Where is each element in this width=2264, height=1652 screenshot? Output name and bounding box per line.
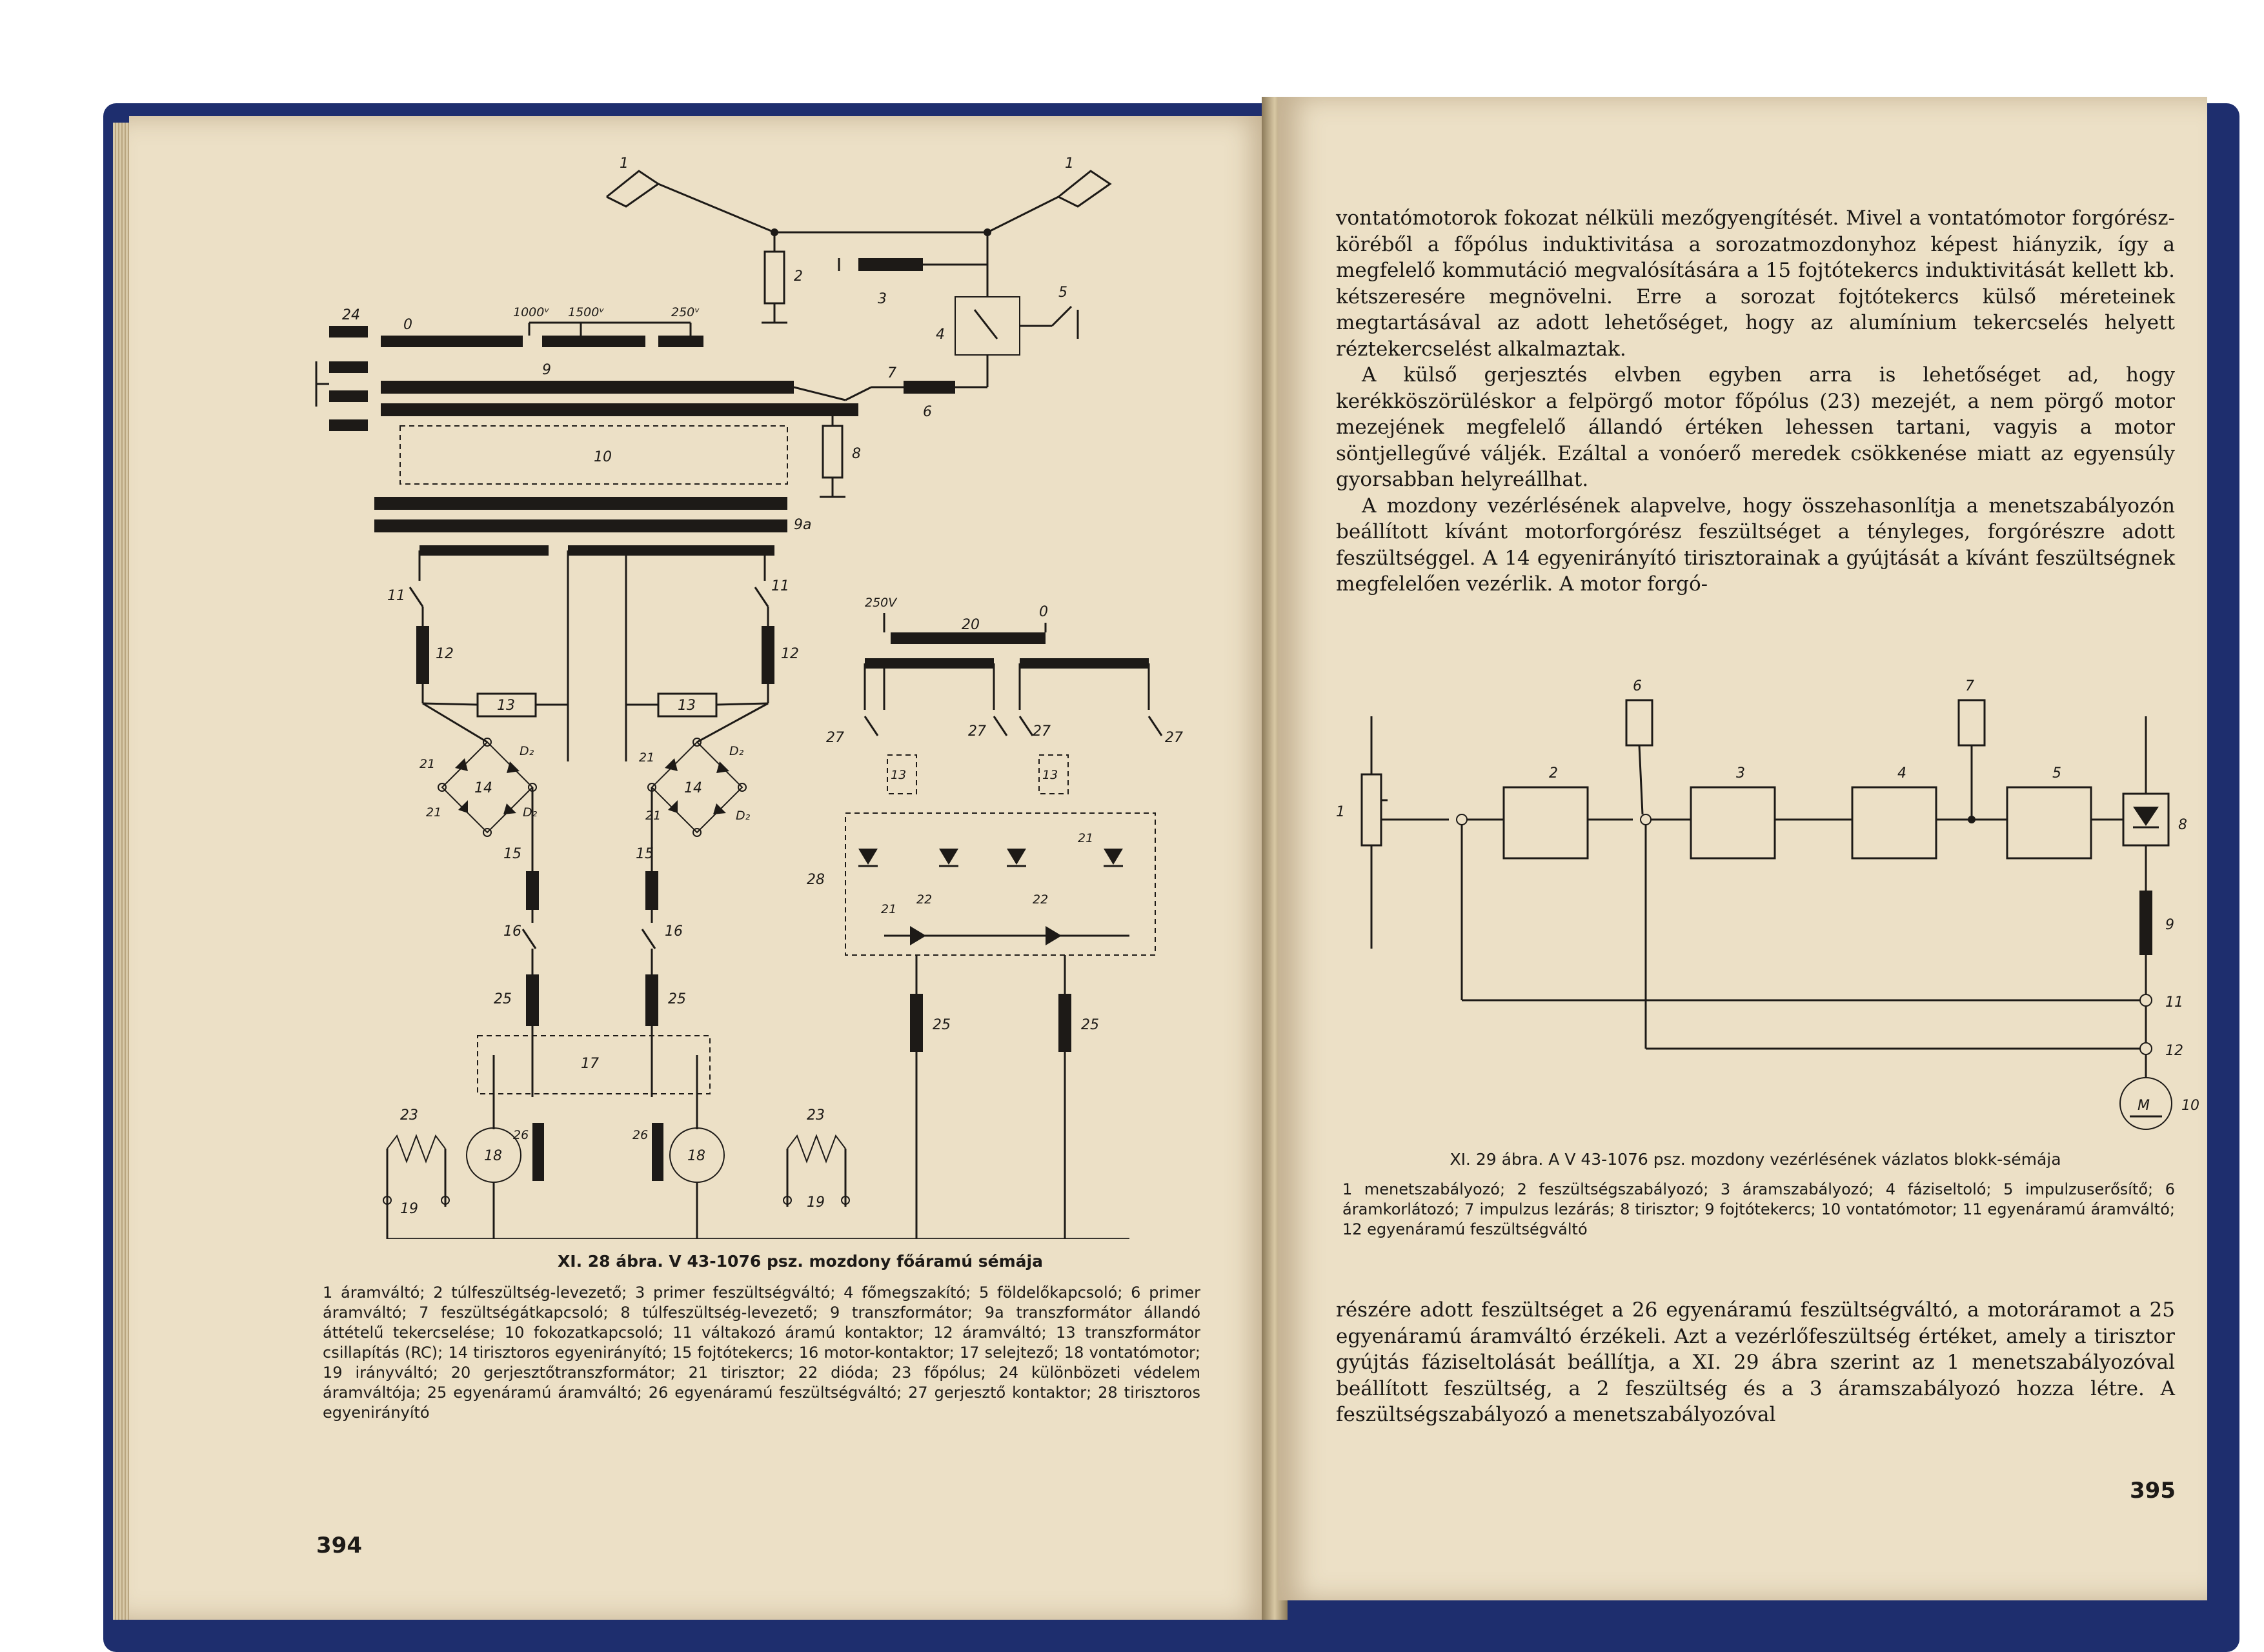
excitation-rectifier-28 [845, 813, 1155, 955]
label-4: 4 [936, 327, 945, 343]
paragraph-2: A külső gerjesztés elvben egyben arra is lehetőséget ad, hogy kerékköszörüléskor a felpörgő motor főpólus (23) mezejét, a nem pörgő motor mezejének megfelelő állandó értéken lehessen tartani, vagyis a motor söntjellegűvé váljék. Ezáltal a vonóerő meredek csökkenése miatt az egyensúly gyorsabban helyreállhat. [1336, 363, 2175, 491]
pantograph-right [987, 171, 1110, 232]
main-circuit-diagram [129, 116, 1271, 1239]
label-5: 5 [1058, 285, 1067, 301]
control-block-diagram [1278, 97, 2207, 1194]
label-18-right: 18 [687, 1148, 705, 1164]
label-20: 20 [962, 617, 980, 633]
body-text-bottom [1336, 1297, 2175, 1428]
block-2-voltage-controller [1504, 787, 1588, 858]
label-b11: 11 [2165, 994, 2183, 1011]
label-13-right: 13 [678, 698, 696, 714]
label-1500v: 1500ᵛ [568, 305, 605, 319]
label-b7: 7 [1965, 678, 1974, 694]
label-23-left: 23 [400, 1107, 418, 1123]
label-250v: 250ᵛ [671, 305, 700, 319]
label-21-right-b: 21 [645, 809, 662, 823]
label-15-right: 15 [636, 846, 654, 862]
block-5-pulse-amplifier [2007, 787, 2091, 858]
block-4-phase-shifter [1852, 787, 1936, 858]
label-8: 8 [852, 446, 861, 462]
label-b2: 2 [1549, 765, 1558, 781]
label-28: 28 [807, 872, 825, 888]
label-b3: 3 [1736, 765, 1745, 781]
label-27-c: 27 [1033, 723, 1051, 740]
label-10: 10 [594, 449, 612, 465]
figure-29-title: XI. 29 ábra. A V 43-1076 psz. mozdony vezérlésének vázlatos blokk-sémája [1450, 1150, 2061, 1169]
label-19-right: 19 [807, 1194, 825, 1211]
figure-28-title: XI. 28 ábra. V 43-1076 psz. mozdony főáramú sémája [558, 1252, 1043, 1271]
right-page [1278, 97, 2207, 1600]
label-26-right: 26 [632, 1128, 649, 1142]
label-27-d: 27 [1165, 730, 1183, 746]
label-1-left: 1 [620, 156, 629, 172]
figure-29-legend: 1 menetszabályozó; 2 feszültségszabályozó; 3 áramszabályozó; 4 fáziseltoló; 5 impulzuserősítő; 6 áramkorlátozó; 7 impulzus lezárás; 8 tirisztor; 9 fojtótekercs; 10 vontatómotor; 11 egyenáramú áramváltó; 12 egyenáramú feszültségváltó [1342, 1180, 2175, 1238]
label-d2-right-b: D₂ [736, 809, 751, 823]
pantograph-left [607, 171, 774, 232]
label-6: 6 [923, 404, 932, 420]
label-13-d: 13 [1042, 768, 1058, 782]
label-22-b: 22 [1033, 892, 1049, 907]
label-b8: 8 [2178, 817, 2187, 833]
label-21-left-b: 21 [426, 805, 442, 820]
label-25-b: 25 [668, 991, 686, 1007]
label-d2-right-a: D₂ [729, 744, 744, 758]
label-21-left-a: 21 [419, 757, 436, 771]
label-19-left: 19 [400, 1201, 418, 1217]
label-13-left: 13 [497, 698, 515, 714]
label-17: 17 [581, 1056, 599, 1072]
label-11-right: 11 [771, 578, 789, 594]
label-22-a: 22 [916, 892, 933, 907]
label-11-left: 11 [387, 588, 405, 604]
label-15-left: 15 [503, 846, 521, 862]
label-12-right: 12 [781, 646, 799, 662]
label-26-left: 26 [513, 1128, 529, 1142]
surge-arrester-8 [823, 426, 842, 478]
label-0-b: 0 [1039, 604, 1048, 620]
label-9: 9 [542, 362, 551, 378]
paragraph-3: A mozdony vezérlésének alapvelve, hogy összehasonlítja a menetszabályozón beállított kívánt motorforgórész feszültséget a tényleges, forgórészre adott feszültséggel. A 14 egyenirányító tirisztorainak a gyújtását a kívánt feszültségnek megfelelően vezérlik. A motor forgó- [1336, 494, 2175, 596]
label-b12: 12 [2165, 1043, 2183, 1059]
left-page [129, 116, 1271, 1620]
label-b6: 6 [1633, 678, 1642, 694]
label-14-right: 14 [684, 780, 702, 796]
label-21-d: 21 [1078, 831, 1094, 845]
label-bm: M [2138, 1098, 2150, 1114]
label-24: 24 [342, 307, 360, 323]
label-b1: 1 [1336, 804, 1345, 820]
label-b4: 4 [1897, 765, 1906, 781]
block-3-current-controller [1691, 787, 1775, 858]
label-b9: 9 [2165, 917, 2174, 933]
label-23-right: 23 [807, 1107, 825, 1123]
label-9a: 9a [794, 517, 812, 533]
figure-28-legend: 1 áramváltó; 2 túlfeszültség-levezető; 3 primer feszültségváltó; 4 főmegszakító; 5 földelőkapcsoló; 6 primer áramváltó; 7 feszültségátkapcsoló; 8 túlfeszültség-levezető; 9 transzformátor; 9a transzformátor állandó áttételű tekercselése; 10 fokozatkapcsoló; 11 váltakozó áramú kontaktor; 12 áramváltó; 13 transzformátor csillapítás (RC); 14 tirisztoros egyenirányító; 15 fojtótekercs; 16 motor-kontaktor; 17 selejtező; 18 vontatómotor; 19 irányváltó; 20 gerjesztőtranszformátor; 21 tirisztor; 22 dióda; 23 főpólus; 24 különbözeti védelem áramváltója; 25 egyenáramú áramváltó; 26 egyenáramú feszültségváltó; 27 gerjesztő kontaktor; 28 tirisztoros egyenirányító [323, 1284, 1200, 1422]
label-14-left: 14 [474, 780, 492, 796]
label-d2-left-a: D₂ [520, 744, 534, 758]
label-b10: 10 [2181, 1098, 2199, 1114]
paragraph-1: vontatómotorok fokozat nélküli mezőgyengítését. Mivel a vontatómotor forgórész-köréből a főpólus induktivitása a sorozatmozdonyhoz képest hiányzik, így a megfelelő kommutáció megvalósítására a 15 fojtótekercs induktivitását kellett kb. kétszeresére megnövelni. Erre a sorozat fojtótekercs külső méreteinek megtartásával az adott lehetőséget, hogy az alumínium tekercselés helyett réztekercselést alkalmaztak. [1336, 206, 2175, 361]
label-1000v: 1000ᵛ [513, 305, 550, 319]
label-25-c: 25 [933, 1017, 951, 1033]
label-1-right: 1 [1065, 156, 1074, 172]
label-13-c: 13 [891, 768, 907, 782]
page-number-right: 395 [2130, 1478, 2176, 1504]
paragraph-4: részére adott feszültséget a 26 egyenáramú feszültségváltó, a motoráramot a 25 egyenáramú áramváltó érzékeli. Azt a vezérlőfeszültség értéket, amely a tirisztor gyújtás fáziseltolását beállítja, a XI. 29 ábra szerint az 1 menetszabályozóval beállított feszültség, a 2 feszültség és a 3 áramszabályozó hozza létre. A feszültségszabályozó a menetszabályozóval [1336, 1298, 2175, 1426]
block-6-current-limiter [1626, 700, 1652, 745]
label-18-left: 18 [484, 1148, 502, 1164]
label-21-right-a: 21 [639, 750, 655, 765]
label-16-right: 16 [665, 923, 683, 940]
label-12-left: 12 [436, 646, 454, 662]
label-3: 3 [878, 291, 887, 307]
label-16-left: 16 [503, 923, 521, 940]
label-250v-b: 250V [865, 596, 897, 610]
label-21-c: 21 [881, 902, 897, 916]
label-25-a: 25 [494, 991, 512, 1007]
label-0: 0 [403, 317, 412, 333]
label-25-d: 25 [1081, 1017, 1099, 1033]
label-27-b: 27 [968, 723, 986, 740]
label-27-a: 27 [826, 730, 844, 746]
label-d2-left-b: D₂ [523, 805, 538, 820]
page-number-left: 394 [316, 1533, 362, 1558]
block-1-speed-controller [1362, 774, 1381, 845]
block-7-pulse-blocking [1959, 700, 1985, 745]
label-b5: 5 [2052, 765, 2061, 781]
surge-arrester-2 [765, 252, 784, 303]
label-7: 7 [887, 365, 896, 381]
label-2: 2 [794, 268, 803, 285]
